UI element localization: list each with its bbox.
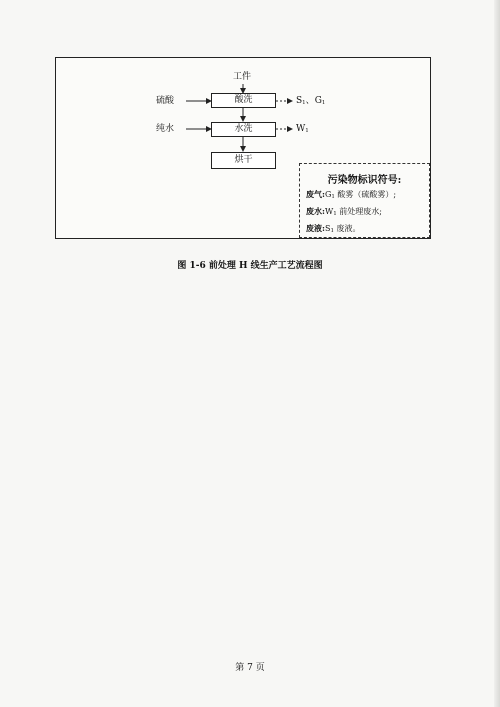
- page-number: 第 7 页: [235, 663, 265, 673]
- water-wash-output-label: $W_1$: [296, 124, 309, 134]
- step-acid-wash-label: 酸洗: [234, 95, 253, 105]
- step-water-wash-box: [211, 122, 276, 137]
- legend-gas-line: 废气$:G_1$ 酸雾（硫酸雾）;: [306, 189, 397, 200]
- step-drying-box: [211, 152, 276, 169]
- step-drying-label: 烘干: [234, 155, 253, 165]
- reagent-pure-water-label: 纯水: [156, 124, 175, 134]
- legend-title: 污染物标识符号:: [327, 175, 402, 186]
- step-acid-wash-box: [211, 93, 276, 108]
- step-water-wash-label: 水洗: [234, 124, 253, 134]
- legend-liquid-line: 废液$:S_1$ 废液。: [306, 223, 361, 234]
- input-workpiece-label: 工件: [233, 72, 252, 82]
- pollutant-legend: [299, 163, 430, 238]
- legend-water-line: 废水$:W_1$ 前处理废水;: [306, 206, 382, 217]
- acid-wash-output-label: $S_1$、$G_1$: [296, 96, 326, 106]
- figure-caption: 图 1-6 前处理 H 线生产工艺流程图: [177, 261, 323, 271]
- reagent-sulfuric-acid-label: 硫酸: [156, 96, 175, 106]
